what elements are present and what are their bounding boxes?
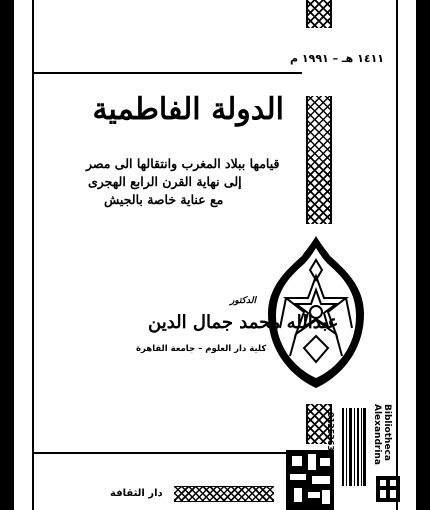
library-name: Bibliotheca Alexandrina [372,404,392,465]
publisher-name: دار الثقافة [110,488,163,499]
corner-ornament-icon [376,476,400,502]
subtitle-line-3: مع عناية خاصة بالجيش [104,192,224,207]
author-affiliation: كلية دار العلوم – جامعة القاهرة [136,344,267,354]
book-cover [14,0,416,510]
author-name: عبدالله محمد جمال الدين [148,312,339,333]
lower-divider [32,452,288,454]
lattice-ornament-icon [286,450,334,510]
bottom-ornament-band [174,486,274,502]
barcode-number: 0125363 [326,412,335,451]
date-divider [32,72,302,74]
top-ornament-band [306,0,332,28]
book-title: الدولة الفاطمية [92,92,284,127]
subtitle-line-1: قيامها ببلاد المغرب وانتقالها الى مصر [86,156,280,171]
middle-ornament-band [306,96,332,224]
subtitle-line-2: إلى نهاية القرن الرابع الهجرى [88,174,242,189]
author-title: الدكتور [230,296,256,306]
publication-date: ١٤١١ هـ – ١٩٩١ م [290,52,385,65]
